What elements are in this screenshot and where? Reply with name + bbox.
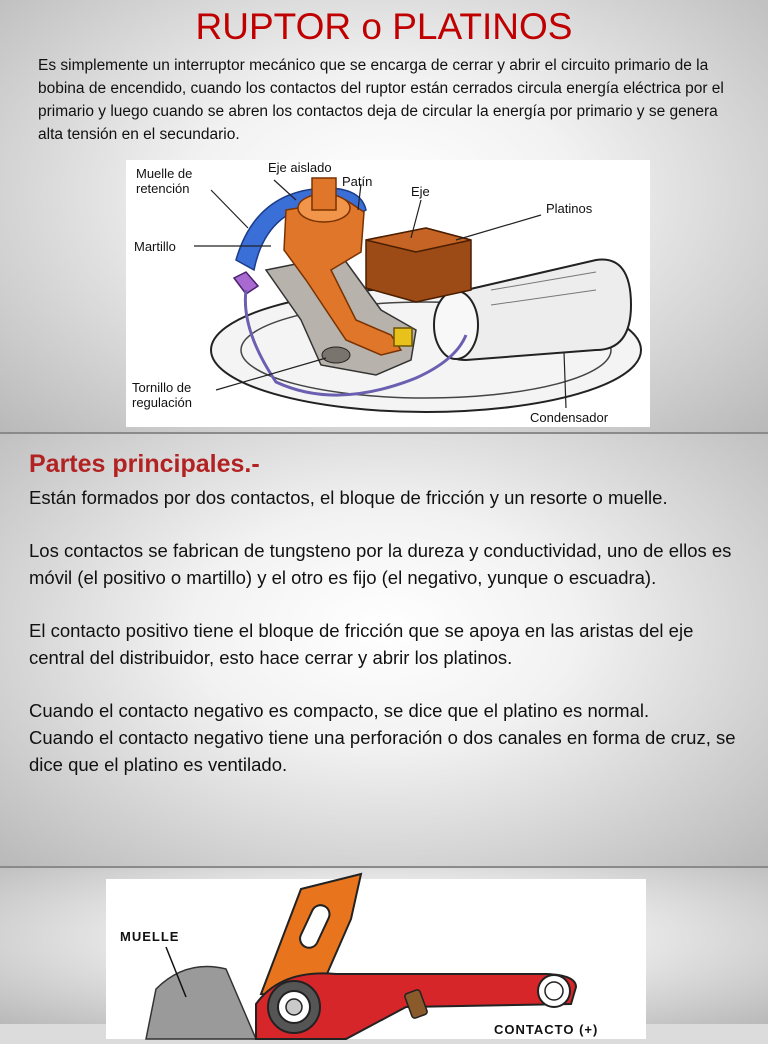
label-martillo: Martillo <box>134 239 176 254</box>
label-muelle-retencion-2: retención <box>136 181 190 196</box>
label-muelle: MUELLE <box>120 929 180 944</box>
label-platinos: Platinos <box>546 201 593 216</box>
paragraph-3: El contacto positivo tiene el bloque de fricción que se apoya en las aristas del eje central del distribuidor, esto hace cerrar y abrir los platinos. <box>29 620 694 668</box>
slide-partes-principales <box>0 434 768 866</box>
label-tornillo-2: regulación <box>132 395 192 410</box>
label-eje: Eje <box>411 184 430 199</box>
platino-detail-drawing <box>106 879 646 1039</box>
paragraph-2: Los contactos se fabrican de tungsteno por la dureza y conductividad, uno de ellos es móvil (el positivo o martillo) y el otro es fijo (el negativo, yunque o escuadra). <box>29 540 732 588</box>
intro-paragraph: Es simplemente un interruptor mecánico que se encarga de cerrar y abrir el circuito primario de la bobina de encendido, cuando los contactos del ruptor están cerrados circula energía eléctrica por el primario y luego cuando se abren los contactos deja de circular la energía por primario y se genera alta tensión en el secundario. <box>38 57 724 143</box>
ruptor-diagram <box>126 160 650 427</box>
slide-platino-detail <box>0 868 768 1037</box>
ruptor-diagram-drawing <box>126 160 650 427</box>
label-patin: Patín <box>342 174 373 189</box>
label-tornillo-1: Tornillo de <box>132 380 192 395</box>
paragraph-4: Cuando el contacto negativo es compacto, se dice que el platino es normal. <box>29 700 650 721</box>
slide-ruptor-intro <box>0 0 768 432</box>
section-body <box>29 484 744 778</box>
contact-point-shape <box>394 328 412 346</box>
paragraph-1: Están formados por dos contactos, el bloque de fricción y un resorte o muelle. <box>29 487 668 508</box>
base-shape <box>146 967 256 1040</box>
label-condensador: Condensador <box>530 410 609 425</box>
paragraph-5: Cuando el contacto negativo tiene una perforación o dos canales en forma de cruz, se dice que el platino es ventilado. <box>29 727 736 775</box>
section-heading: Partes principales.- <box>29 450 260 478</box>
platino-detail-diagram <box>106 879 646 1039</box>
label-muelle-retencion-1: Muelle de <box>136 166 193 181</box>
slide-title: RUPTOR o PLATINOS <box>195 6 573 47</box>
label-contacto: CONTACTO (+) <box>494 1022 599 1037</box>
label-eje-aislado: Eje aislado <box>268 160 332 175</box>
